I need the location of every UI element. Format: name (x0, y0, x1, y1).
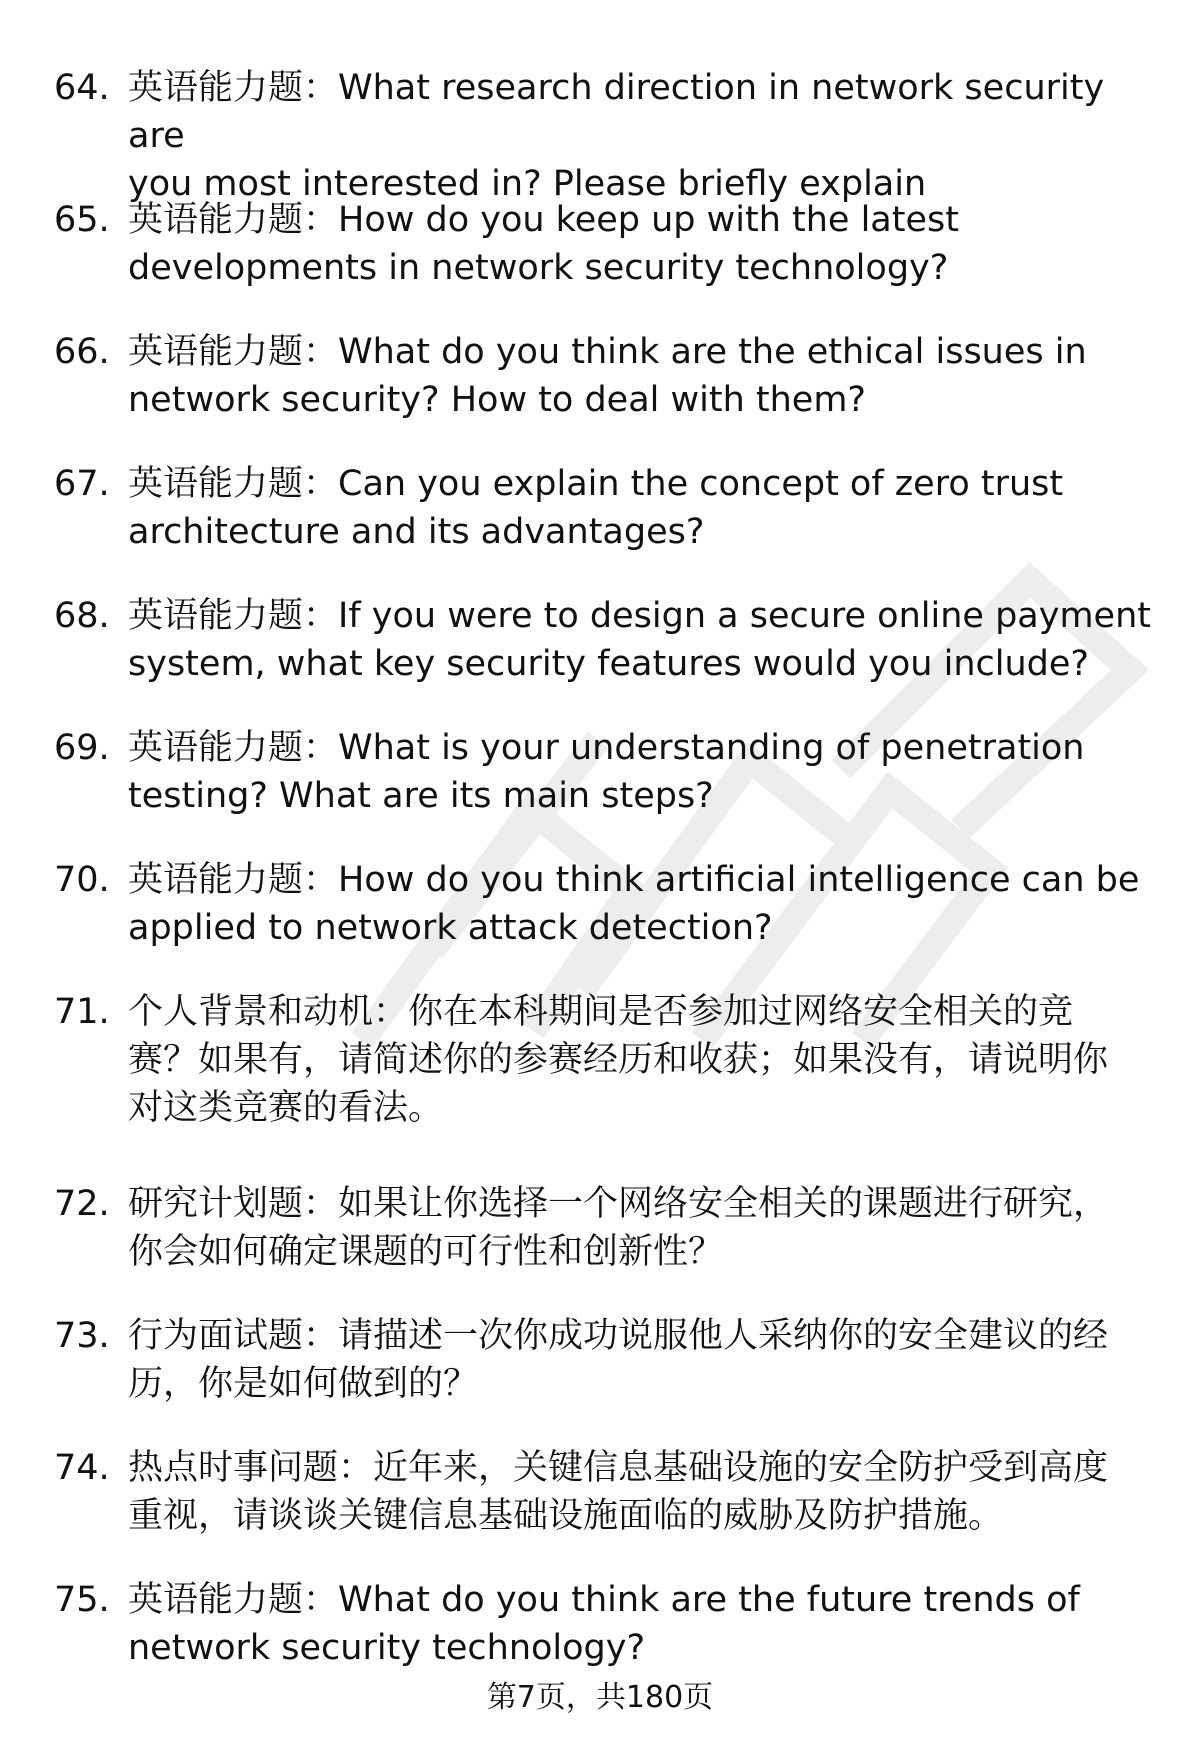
question-item (0, 460, 1200, 592)
question-text: 英语能力题：What research direction in network security are you most interested in? Please briefly explain (128, 68, 1105, 204)
question-text: 研究计划题：如果让你选择一个网络安全相关的课题进行研究， 你会如何确定课题的可行性和创新性？ (128, 1184, 1109, 1272)
page-number-footer: 第7页，共180页 (486, 1680, 714, 1715)
question-text: 行为面试题：请描述一次你成功说服他人采纳你的安全建议的经 历，你是如何做到的？ (128, 1316, 1109, 1404)
question-number: 70. (54, 860, 110, 900)
question-number: 65. (54, 200, 110, 240)
question-text: 英语能力题：What do you think are the future trends of network security technology? (128, 1580, 1080, 1668)
question-text: 英语能力题：If you were to design a secure online payment system, what key security features would you include? (128, 596, 1151, 684)
question-text: 热点时事问题：近年来，关键信息基础设施的安全防护受到高度 重视，请谈谈关键信息基础设施面临的威胁及防护措施。 (128, 1448, 1109, 1536)
question-number: 67. (54, 464, 110, 504)
question-list (0, 64, 1200, 1708)
question-text: 个人背景和动机：你在本科期间是否参加过网络安全相关的竞 赛？如果有，请简述你的参赛经历和收获；如果没有，请说明你 对这类竞赛的看法。 (128, 992, 1109, 1128)
question-item (0, 328, 1200, 460)
question-number: 66. (54, 332, 110, 372)
question-item (0, 724, 1200, 856)
question-text: 英语能力题：What do you think are the ethical issues in network security? How to deal with them? (128, 332, 1087, 420)
question-number: 69. (54, 728, 110, 768)
question-number: 64. (54, 68, 110, 108)
question-item (0, 1180, 1200, 1312)
question-text: 英语能力题：How do you keep up with the latest developments in network security technology? (128, 200, 959, 288)
question-item (0, 856, 1200, 988)
question-number: 75. (54, 1580, 110, 1620)
question-item (0, 592, 1200, 724)
question-number: 71. (54, 992, 110, 1032)
question-item (0, 988, 1200, 1180)
question-text: 英语能力题：Can you explain the concept of zero trust architecture and its advantages? (128, 464, 1064, 552)
question-number: 74. (54, 1448, 110, 1488)
question-text: 英语能力题：What is your understanding of penetration testing? What are its main steps? (128, 728, 1085, 816)
question-number: 73. (54, 1316, 110, 1356)
question-item (0, 64, 1200, 204)
question-item (0, 196, 1200, 328)
question-item (0, 1312, 1200, 1444)
question-number: 68. (54, 596, 110, 636)
question-number: 72. (54, 1184, 110, 1224)
question-text: 英语能力题：How do you think artificial intelligence can be applied to network attack detection? (128, 860, 1140, 948)
question-item (0, 1444, 1200, 1576)
